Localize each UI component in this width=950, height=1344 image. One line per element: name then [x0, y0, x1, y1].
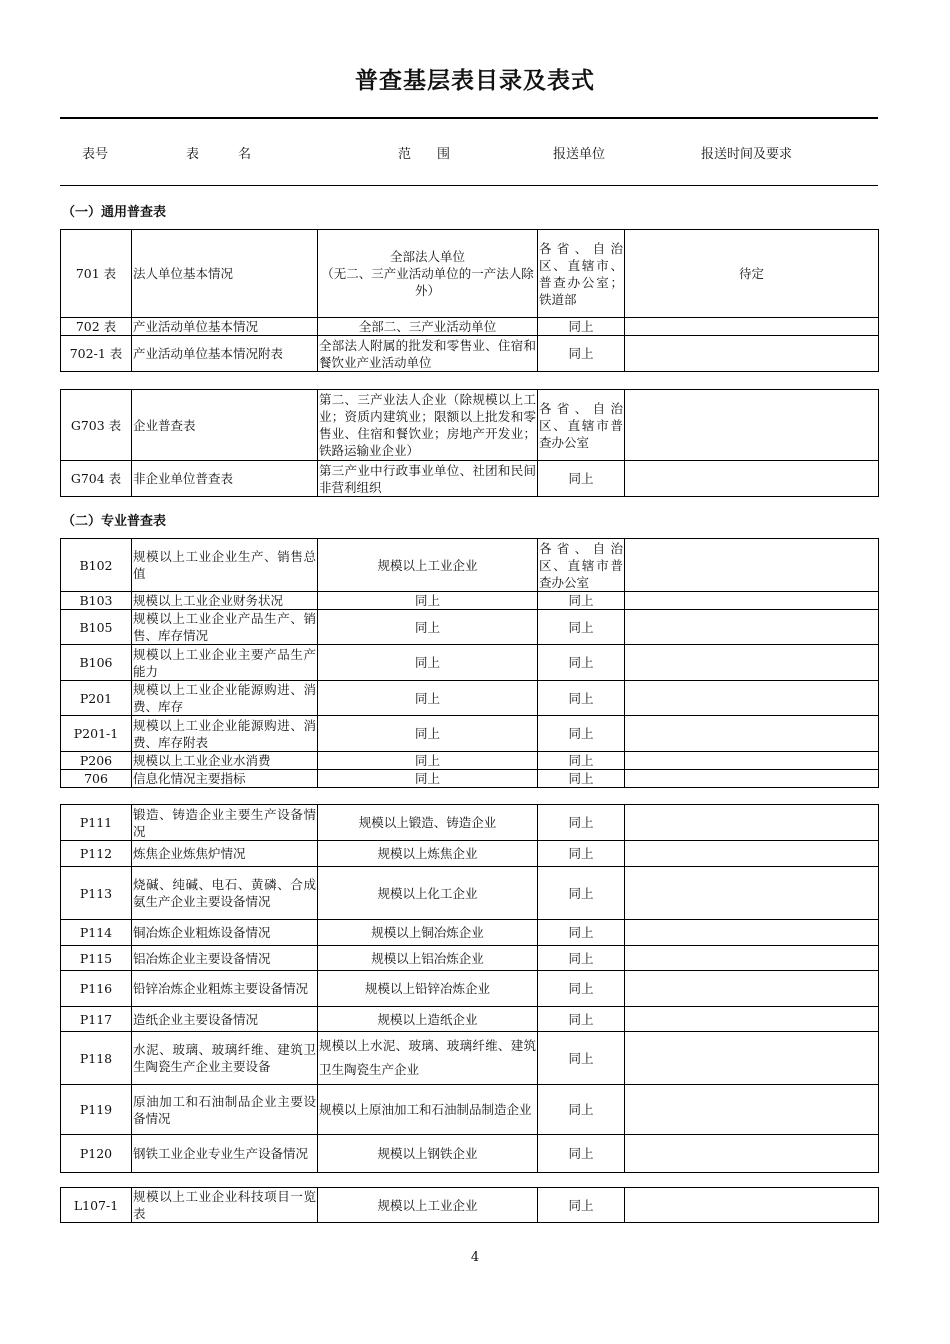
row-name: 规模以上工业企业科技项目一览表 — [133, 1189, 316, 1221]
title-rule — [60, 117, 878, 119]
row-unit: 同上 — [538, 336, 625, 372]
row-time — [625, 716, 879, 752]
header-col-unit: 报送单位 — [553, 147, 606, 162]
row-scope: 同上 — [318, 610, 538, 645]
row-scope: 规模以上造纸企业 — [318, 1007, 538, 1032]
row-no: P118 — [61, 1032, 132, 1085]
row-unit: 同上 — [538, 971, 625, 1007]
table-row — [61, 1032, 879, 1085]
row-name: 规模以上工业企业生产、销售总值 — [132, 539, 318, 592]
row-scope: 规模以上钢铁企业 — [318, 1135, 538, 1173]
row-unit: 同上 — [538, 716, 625, 752]
row-name: 规模以上工业企业水消费 — [132, 752, 318, 770]
row-unit: 同上 — [538, 1135, 625, 1173]
row-unit: 同上 — [538, 1007, 625, 1032]
row-time — [625, 1135, 879, 1173]
row-no: P116 — [61, 971, 132, 1007]
table-group-2 — [60, 389, 879, 497]
row-no: B106 — [61, 645, 132, 681]
row-name: 规模以上工业企业能源购进、消费、库存附表 — [133, 717, 316, 750]
row-no: 706 — [61, 770, 132, 788]
table-row — [61, 770, 879, 788]
row-scope: 第二、三产业法人企业（除规模以上工业；资质内建筑业；限额以上批发和零售业、住宿和餐饮业；房地产开发业；铁路运输业企业） — [318, 390, 538, 461]
row-no: P114 — [61, 920, 132, 946]
table-row — [61, 752, 879, 770]
table-row — [61, 681, 879, 716]
row-name: 铜冶炼企业粗炼设备情况 — [132, 920, 318, 946]
row-unit: 同上 — [538, 841, 625, 867]
row-time — [625, 318, 879, 336]
table-row — [61, 539, 879, 592]
row-name: 原油加工和石油制品企业主要设备情况 — [132, 1085, 318, 1135]
row-unit: 同上 — [538, 645, 625, 681]
row-scope: 第三产业中行政事业单位、社团和民间非营利组织 — [319, 462, 536, 495]
row-no: P113 — [61, 867, 132, 920]
header-col-no: 表号 — [82, 147, 109, 162]
row-time — [625, 1032, 879, 1085]
row-no: B103 — [61, 592, 132, 610]
row-time — [625, 1188, 879, 1223]
row-scope: 规模以上水泥、玻璃、玻璃纤维、建筑卫生陶瓷生产企业 — [318, 1032, 538, 1085]
row-unit: 同上 — [538, 752, 625, 770]
row-name: 炼焦企业炼焦炉情况 — [132, 841, 318, 867]
row-name: 规模以上工业企业产品生产、销售、库存情况 — [133, 611, 316, 643]
row-unit: 同上 — [538, 920, 625, 946]
table-row — [61, 230, 879, 318]
table-row — [61, 971, 879, 1007]
row-time — [625, 681, 879, 716]
row-unit: 同上 — [538, 461, 625, 497]
row-no: P120 — [61, 1135, 132, 1173]
row-time — [625, 390, 879, 461]
table-row — [61, 946, 879, 971]
row-no: P115 — [61, 946, 132, 971]
row-name: 造纸企业主要设备情况 — [132, 1007, 318, 1032]
row-time — [625, 645, 879, 681]
row-no: P206 — [61, 752, 132, 770]
row-name: 产业活动单位基本情况 — [132, 318, 318, 336]
row-scope: 同上 — [318, 592, 538, 610]
table-row — [61, 805, 879, 841]
row-unit: 各省、自治区、直辖市、普查办公室；铁道部 — [538, 230, 625, 318]
row-no: P201-1 — [61, 716, 132, 752]
row-no: 702 表 — [61, 318, 132, 336]
table-row — [61, 716, 879, 752]
row-no: 701 表 — [61, 230, 132, 318]
row-no: B102 — [61, 539, 132, 592]
header-col-time: 报送时间及要求 — [701, 147, 793, 162]
page-number: 4 — [470, 1250, 480, 1265]
row-name: 信息化情况主要指标 — [132, 770, 318, 788]
table-row — [61, 461, 879, 497]
row-time — [625, 920, 879, 946]
row-time — [625, 867, 879, 920]
row-name: 铝冶炼企业主要设备情况 — [132, 946, 318, 971]
row-scope: 规模以上铜冶炼企业 — [318, 920, 538, 946]
row-time — [625, 805, 879, 841]
row-time — [625, 461, 879, 497]
table-row — [61, 318, 879, 336]
row-unit: 同上 — [538, 318, 625, 336]
row-unit: 同上 — [538, 1188, 625, 1223]
row-no: G704 表 — [61, 461, 132, 497]
table-row — [61, 336, 879, 372]
section-general: （一）通用普查表 — [62, 205, 167, 220]
row-no: L107-1 — [61, 1188, 132, 1223]
table-group-4 — [60, 804, 879, 1173]
row-no: P117 — [61, 1007, 132, 1032]
table-row — [61, 920, 879, 946]
header-col-scope: 范 围 — [398, 147, 451, 162]
row-scope: 规模以上锻造、铸造企业 — [318, 805, 538, 841]
row-scope: 全部二、三产业活动单位 — [318, 318, 538, 336]
table-row — [61, 610, 879, 645]
row-name: 非企业单位普查表 — [132, 461, 318, 497]
table-group-3 — [60, 538, 879, 788]
row-unit: 同上 — [538, 610, 625, 645]
row-unit: 同上 — [538, 592, 625, 610]
row-name: 法人单位基本情况 — [132, 230, 318, 318]
table-row — [61, 1085, 879, 1135]
row-no: 702-1 表 — [61, 336, 132, 372]
table-row — [61, 390, 879, 461]
row-no: P112 — [61, 841, 132, 867]
row-unit: 各省、自治区、直辖市普查办公室 — [538, 390, 625, 461]
table-row — [61, 1188, 879, 1223]
row-unit: 同上 — [538, 1085, 625, 1135]
row-no: P111 — [61, 805, 132, 841]
row-scope: 规模以上铅锌冶炼企业 — [318, 971, 538, 1007]
row-scope: 规模以上原油加工和石油制品制造企业 — [318, 1085, 538, 1135]
row-name: 规模以上工业企业财务状况 — [132, 592, 318, 610]
row-name: 产业活动单位基本情况附表 — [132, 336, 318, 372]
row-scope: 同上 — [318, 716, 538, 752]
row-time — [625, 946, 879, 971]
row-name: 钢铁工业企业专业生产设备情况 — [132, 1135, 318, 1173]
row-no: B105 — [61, 610, 132, 645]
row-time — [625, 770, 879, 788]
row-unit: 同上 — [538, 770, 625, 788]
row-name: 烧碱、纯碱、电石、黄磷、合成氨生产企业主要设备情况 — [132, 867, 318, 920]
row-no: P119 — [61, 1085, 132, 1135]
row-time: 待定 — [625, 230, 879, 318]
page-title: 普查基层表目录及表式 — [355, 68, 595, 94]
row-name: 铅锌冶炼企业粗炼主要设备情况 — [132, 971, 318, 1007]
table-group-5 — [60, 1187, 879, 1223]
row-scope: 规模以上铝冶炼企业 — [318, 946, 538, 971]
row-time — [625, 592, 879, 610]
row-name: 规模以上工业企业能源购进、消费、库存 — [133, 682, 316, 714]
header-rule — [60, 185, 878, 186]
row-name: 规模以上工业企业主要产品生产能力 — [133, 646, 316, 679]
table-row — [61, 645, 879, 681]
row-scope: 同上 — [318, 681, 538, 716]
row-scope: 规模以上工业企业 — [318, 539, 538, 592]
row-time — [625, 971, 879, 1007]
table-group-1 — [60, 229, 879, 372]
row-unit: 同上 — [538, 805, 625, 841]
table-row — [61, 841, 879, 867]
row-time — [625, 752, 879, 770]
row-time — [625, 539, 879, 592]
row-time — [625, 841, 879, 867]
row-unit: 同上 — [538, 946, 625, 971]
row-time — [625, 610, 879, 645]
table-row — [61, 867, 879, 920]
row-scope: 同上 — [318, 752, 538, 770]
table-row — [61, 1007, 879, 1032]
row-scope: 同上 — [318, 770, 538, 788]
row-scope: 规模以上工业企业 — [318, 1188, 538, 1223]
row-unit: 同上 — [538, 867, 625, 920]
row-scope: 全部法人附属的批发和零售业、住宿和餐饮业产业活动单位 — [319, 337, 536, 370]
header-col-name: 表 名 — [186, 147, 252, 162]
row-time — [625, 336, 879, 372]
row-scope: 规模以上炼焦企业 — [318, 841, 538, 867]
row-time — [625, 1085, 879, 1135]
row-time — [625, 1007, 879, 1032]
section-special: （二）专业普查表 — [62, 514, 167, 529]
row-no: P201 — [61, 681, 132, 716]
row-name: 企业普查表 — [132, 390, 318, 461]
row-unit: 同上 — [538, 681, 625, 716]
row-unit: 同上 — [538, 1032, 625, 1085]
row-name: 锻造、铸造企业主要生产设备情况 — [133, 806, 316, 839]
row-unit: 各省、自治区、直辖市普查办公室 — [539, 540, 623, 590]
table-row — [61, 1135, 879, 1173]
row-scope: 同上 — [318, 645, 538, 681]
row-scope: 全部法人单位 （无二、三产业活动单位的一产法人除外） — [318, 230, 538, 318]
row-name: 水泥、玻璃、玻璃纤维、建筑卫生陶瓷生产企业主要设备 — [132, 1032, 318, 1085]
row-scope: 规模以上化工企业 — [318, 867, 538, 920]
table-row — [61, 592, 879, 610]
row-no: G703 表 — [61, 390, 132, 461]
